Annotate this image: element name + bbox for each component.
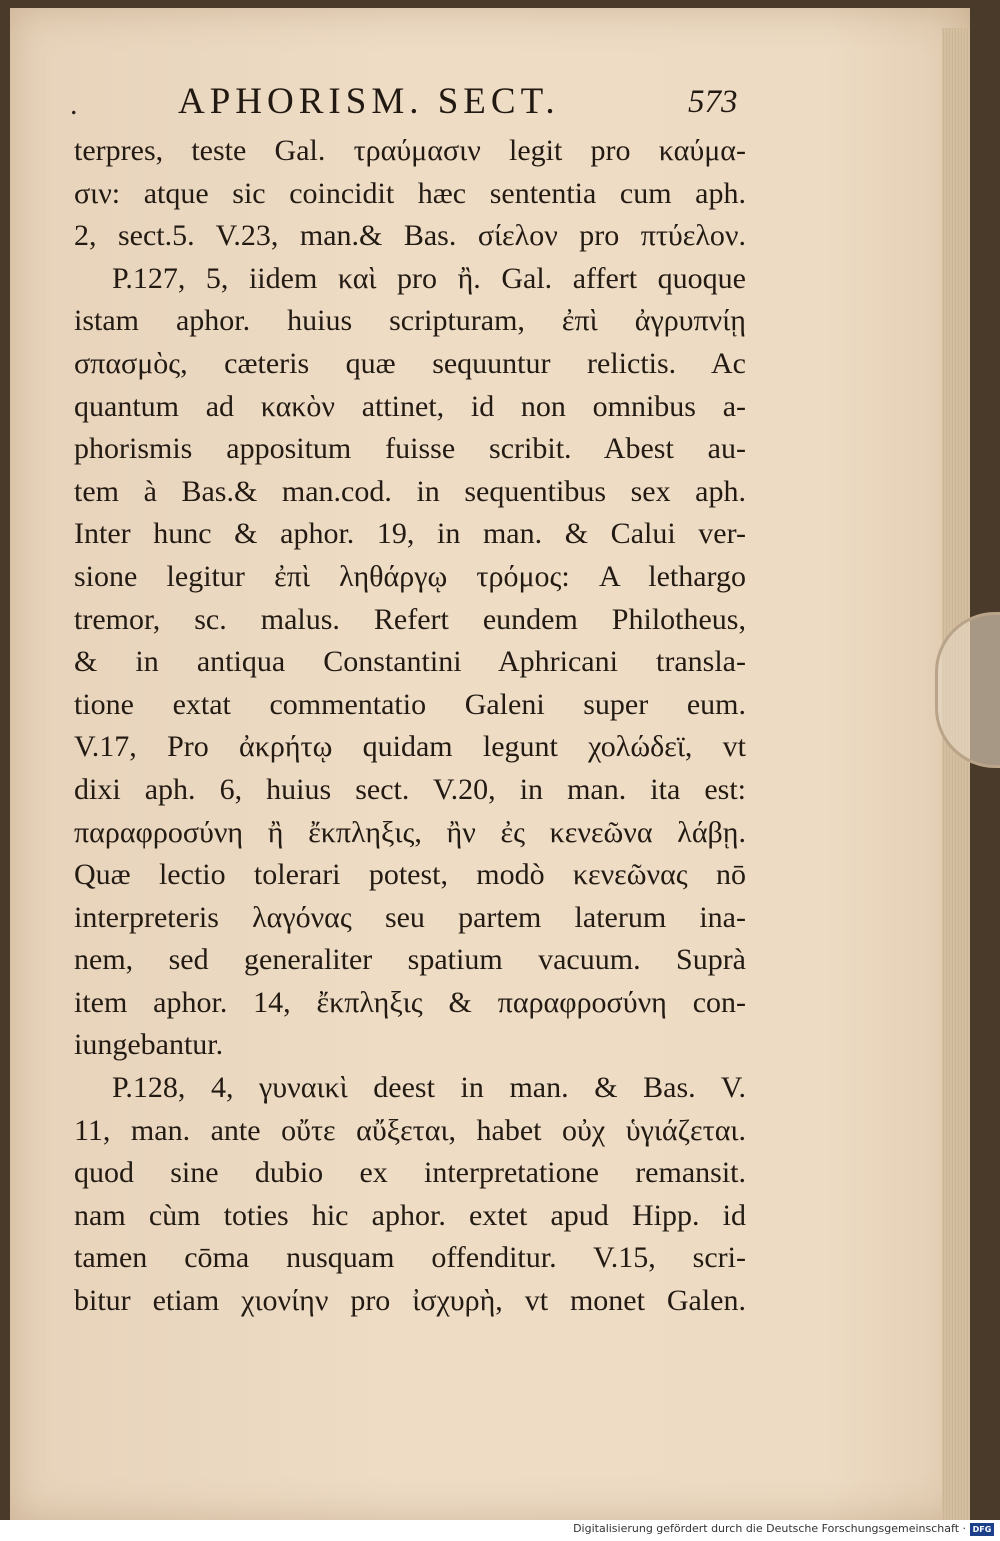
text-line: Inter hunc & aphor. 19, in man. & Calui ver- bbox=[74, 517, 746, 551]
text-line: P.127, 5, iidem καὶ pro ἢ. Gal. affert quoque bbox=[112, 261, 746, 295]
book-page bbox=[10, 8, 970, 1520]
text-line: nam cùm toties hic aphor. extet apud Hipp. id bbox=[74, 1198, 746, 1232]
body-text bbox=[74, 130, 746, 1323]
text-line: item aphor. 14, ἔκπληξις & παραφροσύνη con- bbox=[74, 985, 746, 1019]
text-line: σπασμὸς, cæteris quæ sequuntur relictis. Ac bbox=[74, 346, 746, 380]
header-mark: . bbox=[70, 88, 78, 121]
text-line: & in antiqua Constantini Aphricani transla- bbox=[74, 645, 746, 679]
text-line: P.128, 4, γυναικὶ deest in man. & Bas. V. bbox=[112, 1071, 746, 1105]
text-line: nem, sed generaliter spatium vacuum. Suprà bbox=[74, 943, 746, 977]
text-line: tione extat commentatio Galeni super eum. bbox=[74, 687, 746, 721]
text-line: παραφροσύνη ἢ ἔκπληξις, ἢν ἐς κενεῶνα λάβῃ. bbox=[74, 815, 746, 849]
text-line: tremor, sc. malus. Refert eundem Philotheus, bbox=[74, 602, 746, 636]
text-line: σιν: atque sic coincidit hæc sententia cum aph. bbox=[74, 176, 746, 210]
text-line: tamen cōma nusquam offenditur. V.15, scri- bbox=[74, 1241, 746, 1275]
text-line: 2, sect.5. V.23, man.& Bas. σίελον pro πτύελον. bbox=[74, 219, 746, 253]
text-line: tem à Bas.& man.cod. in sequentibus sex aph. bbox=[74, 474, 746, 508]
text-line: phorismis appositum fuisse scribit. Abest au- bbox=[74, 432, 746, 466]
text-line: interpreteris λαγόνας seu partem laterum ina- bbox=[74, 900, 746, 934]
running-title: APHORISM. SECT. bbox=[178, 81, 560, 122]
page-edges bbox=[942, 28, 970, 1528]
text-line: V.17, Pro ἀκρήτῳ quidam legunt χολώδεϊ, vt bbox=[74, 730, 746, 764]
text-line: iungebantur. bbox=[74, 1028, 224, 1062]
text-line: terpres, teste Gal. τραύμασιν legit pro καύμα- bbox=[74, 134, 746, 167]
text-line: Quæ lectio tolerari potest, modò κενεῶνας nō bbox=[74, 858, 746, 892]
digitization-credit: Digitalisierung gefördert durch die Deutsche Forschungsgemeinschaft · bbox=[573, 1522, 966, 1535]
footer bbox=[0, 1520, 1000, 1541]
text-line: quod sine dubio ex interpretatione remansit. bbox=[74, 1156, 746, 1190]
dfg-logo: DFG bbox=[970, 1523, 994, 1536]
text-line: quantum ad κακὸν attinet, id non omnibus a- bbox=[74, 389, 746, 423]
text-line: 11, man. ante οὔτε αὔξεται, habet οὐχ ὑγιάζεται. bbox=[74, 1113, 746, 1147]
page-number: 573 bbox=[688, 84, 738, 120]
text-line: sione legitur ἐπὶ ληθάργῳ τρόμος: A lethargo bbox=[74, 559, 746, 593]
text-line: istam aphor. huius scripturam, ἐπὶ ἀγρυπνίῃ bbox=[74, 304, 746, 338]
page-header bbox=[70, 80, 740, 130]
text-line: bitur etiam χιονίην pro ἰσχυρὴ, vt monet Galen. bbox=[74, 1284, 746, 1318]
text-line: dixi aph. 6, huius sect. V.20, in man. ita est: bbox=[74, 772, 746, 806]
